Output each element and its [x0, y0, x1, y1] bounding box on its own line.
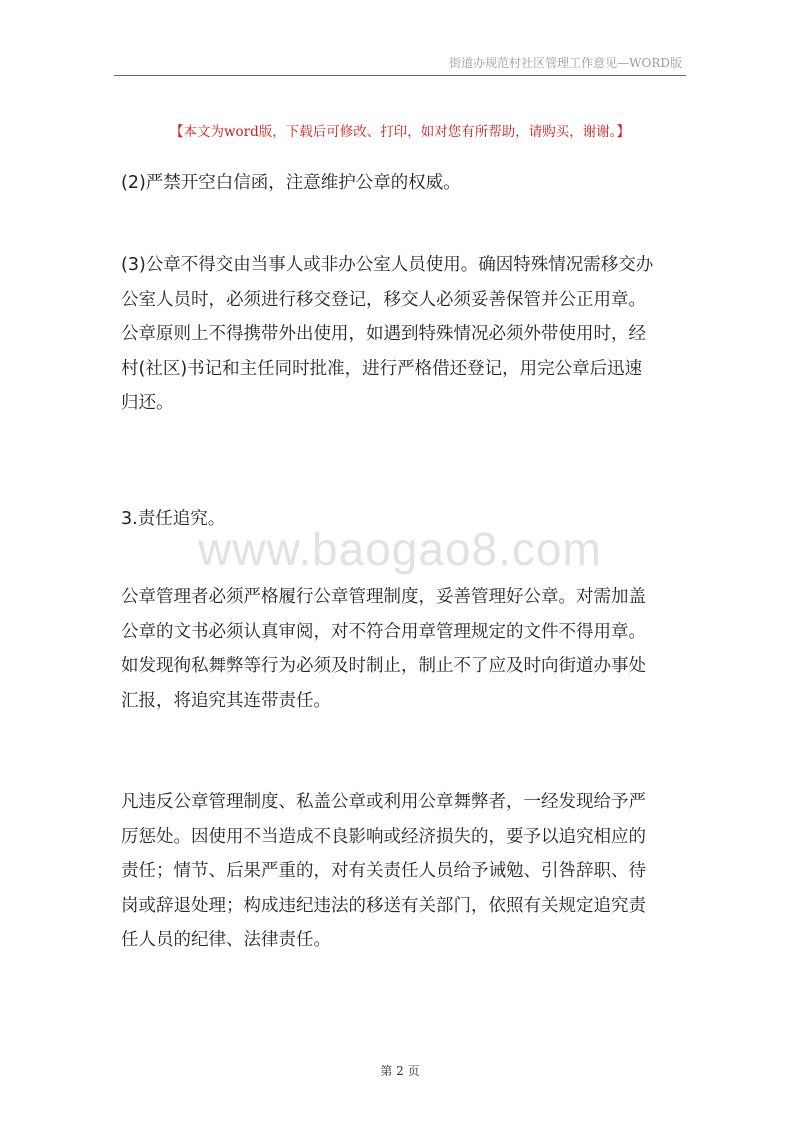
paragraph-line: 任人员的纪律、法律责任。	[121, 930, 331, 950]
paragraph-line: 凡违反公章管理制度、私盖公章或利用公章舞弊者，一经发现给予严	[121, 792, 646, 812]
paragraph-line: 公章原则上不得携带外出使用，如遇到特殊情况必须外带使用时，经	[121, 324, 646, 344]
paragraph-line: 公室人员时，必须进行移交登记，移交人必须妥善保管并公正用章。	[121, 289, 646, 310]
paragraph-line: 归还。	[121, 393, 174, 413]
paragraph-line: 责任；情节、后果严重的，对有关责任人员给予诫勉、引咎辞职、待	[121, 861, 646, 881]
watermark: www.baogao8.com	[198, 523, 602, 575]
paragraph-line: 岗或辞退处理；构成违纪违法的移送有关部门，依照有关规定追究责	[121, 895, 646, 916]
paragraph-line: 村(社区)书记和主任同时批准，进行严格借还登记，用完公章后迅速	[121, 358, 643, 379]
paragraph-manager-duties	[121, 580, 681, 718]
paragraph-line: (3)公章不得交由当事人或非办公室人员使用。确因特殊情况需移交办	[121, 255, 654, 275]
paragraph-line: 汇报，将追究其连带责任。	[121, 690, 331, 711]
paragraph-line: 3.责任追究。	[121, 509, 226, 529]
purchase-notice: 【本文为word版，下载后可修改、打印，如对您有所帮助，请购买，谢谢。】	[169, 124, 631, 140]
section-heading-accountability	[121, 502, 681, 537]
paragraph-seal-custody	[121, 248, 681, 421]
paragraph-violations-penalties	[121, 785, 681, 958]
paragraph-line: (2)严禁开空白信函，注意维护公章的权威。	[121, 173, 461, 193]
paragraph-line: 公章的文书必须认真审阅，对不符合用章管理规定的文件不得用章。	[121, 621, 646, 642]
paragraph-seal-blank-letters	[121, 166, 681, 201]
document-header-title: 街道办规范村社区管理工作意见—WORD版	[449, 56, 682, 70]
paragraph-line: 公章管理者必须严格履行公章管理制度，妥善管理好公章。对需加盖	[121, 587, 646, 607]
paragraph-line: 厉惩处。因使用不当造成不良影响或经济损失的，要予以追究相应的	[121, 826, 646, 847]
header-divider	[114, 75, 686, 76]
paragraph-line: 如发现徇私舞弊等行为必须及时制止，制止不了应及时向街道办事处	[121, 656, 646, 676]
page-number: 第 2 页	[380, 1064, 420, 1078]
